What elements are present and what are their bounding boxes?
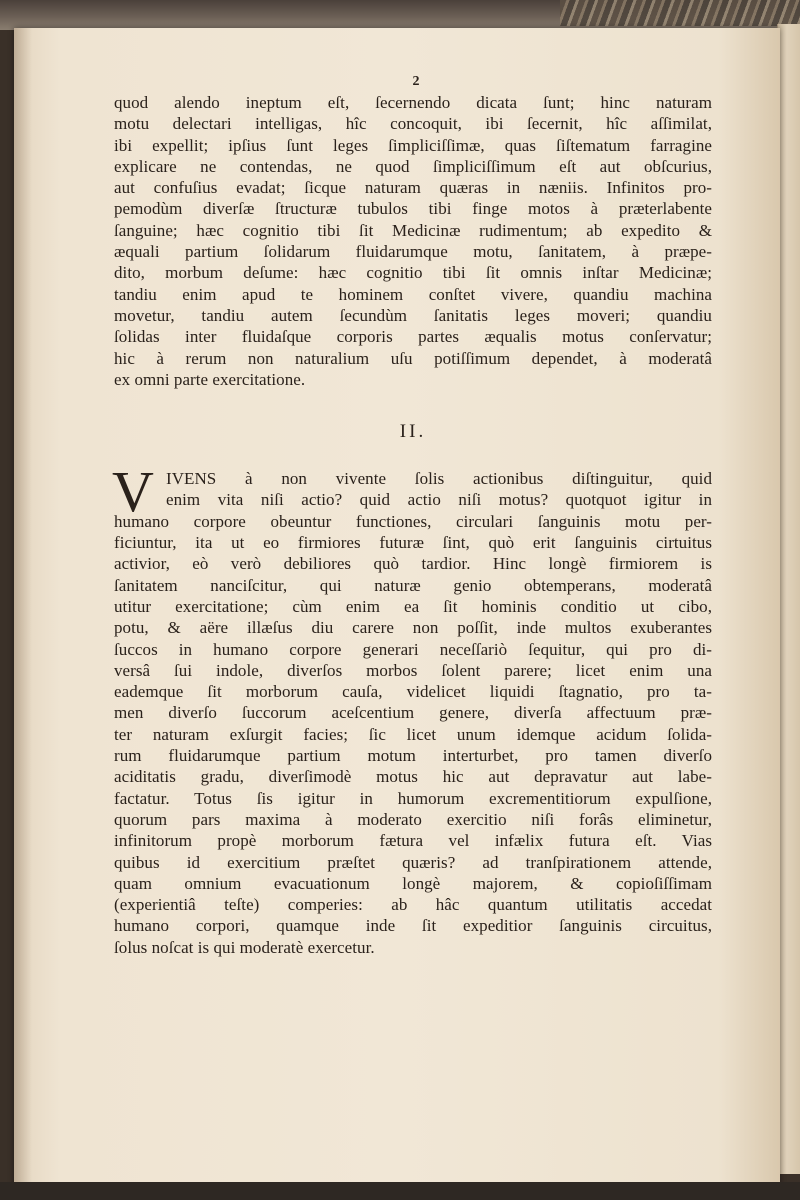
text-line: eademque ſit morborum cauſa, videlicet liquidi ſtagnatio, pro ta-: [114, 682, 712, 702]
text-line: infinitorum propè morborum fætura vel infælix futura eſt. Vias: [114, 831, 712, 851]
text-line: ſanitatem nanciſcitur, qui naturæ genio obtemperans, moderatâ: [114, 575, 712, 595]
paragraph-two: [112, 459, 712, 958]
page-number: 2: [412, 74, 420, 89]
text-line: aciditatis gradu, diverſimodè motus hic aut depravatur aut labe-: [114, 767, 712, 787]
text-line: dito, morbum deſume: hæc cognitio tibi ſit omnis inſtar Medicinæ;: [114, 263, 712, 283]
text-line: aut confuſius evadat; ſicque naturam quæras in næniis. Infinitos pro-: [114, 178, 712, 198]
text-line: humano corpore obeuntur functiones, circulari ſanguinis motu per-: [114, 511, 712, 531]
text-line: rum fluidarumque partium motum interturbet, pro tamen diverſo: [114, 746, 712, 766]
text-line: activior, eò verò debiliores quò tardior. Hinc longè firmiorem is: [114, 554, 712, 574]
text-line: motu delectari intelligas, hîc concoquit, ibi ſecernit, hîc aſſimilat,: [114, 114, 712, 134]
text-line: quod alendo ineptum eſt, ſecernendo dicata ſunt; hinc naturam: [114, 93, 712, 112]
text-line: ſanguine; hæc cognitio tibi ſit Medicinæ rudimentum; ab expedito &: [114, 220, 712, 240]
drop-cap: V: [112, 459, 154, 525]
book-bottom-edge: [0, 1182, 800, 1200]
text-line: explicare ne contendas, ne quod ſimpliciſſimum eſt aut obſcurius,: [114, 156, 712, 176]
page-content: [114, 72, 712, 958]
text-line: IVENS à non vivente ſolis actionibus diſtinguitur, quid: [166, 469, 712, 489]
text-line: quibus id exercitium præſtet quæris? ad tranſpirationem attende,: [114, 852, 712, 872]
gutter-shadow: [14, 28, 32, 1188]
text-line: æquali partium ſolidarum fluidarumque motu, ſanitatem, à præpe-: [114, 242, 712, 262]
text-line: pemodùm diverſæ ſtructuræ tubulos tibi finge motos à præterlabente: [114, 199, 712, 219]
text-line: quorum pars maxima à moderato exercitio niſi forâs eliminetur,: [114, 809, 712, 829]
facing-page-edge: [777, 24, 800, 1174]
text-line: ter naturam exſurgit facies; ſic licet unum idemque acidum ſolida-: [114, 724, 712, 744]
text-line: movetur, tandiu autem ſecundùm ſanitatis leges moveri; quandiu: [114, 305, 712, 325]
paragraph-one: [114, 92, 712, 390]
text-line: ibi expellit; ipſius ſunt leges ſimpliciſſimæ, quas ſiſtematum farragine: [114, 135, 712, 155]
text-line: versâ ſui indole, diverſos morbos ſolent parere; licet enim una: [114, 660, 712, 680]
text-line: enim vita niſi actio? quid actio niſi motus? quotquot igitur in: [166, 490, 712, 510]
text-line: humano corpori, quamque inde ſit expeditior ſanguinis circuitus,: [114, 916, 712, 936]
text-line: tandiu enim apud te hominem conſtet vivere, quandiu machina: [114, 284, 712, 304]
text-line: ſolidas inter fluidaſque corporis partes æqualis motus conſervatur;: [114, 327, 712, 347]
text-line: quam omnium evacuationum longè majorem, & copioſiſſimam: [114, 873, 712, 893]
text-line: factatur. Totus ſis igitur in humorum excrementitiorum expulſione,: [114, 788, 712, 808]
section-heading: II.: [399, 421, 427, 443]
marbled-endpaper: [560, 0, 800, 26]
text-line: potu, & aëre illæſus diu carere non poſſit, inde multos exuberantes: [114, 618, 712, 638]
text-line: hic à rerum non naturalium uſu potiſſimum dependet, à moderatâ: [114, 348, 712, 368]
text-line: men diverſo ſuccorum aceſcentium genere, diverſa affectuum præ-: [114, 703, 712, 723]
text-line: ex omni parte exercitatione.: [114, 369, 306, 389]
text-line: ſolus noſcat is qui moderatè exercetur.: [114, 937, 375, 957]
text-line: utitur exercitatione; cùm enim ea ſit hominis conditio ut cibo,: [114, 596, 712, 616]
text-line: ficiuntur, ita ut eo firmiores futuræ ſint, quò erit ſanguinis cirtuitus: [114, 533, 712, 553]
text-line: (experientiâ teſte) comperies: ab hâc quantum utilitatis accedat: [114, 895, 712, 915]
text-line: ſuccos in humano corpore generari neceſſariò ſequitur, qui pro di-: [114, 639, 712, 659]
